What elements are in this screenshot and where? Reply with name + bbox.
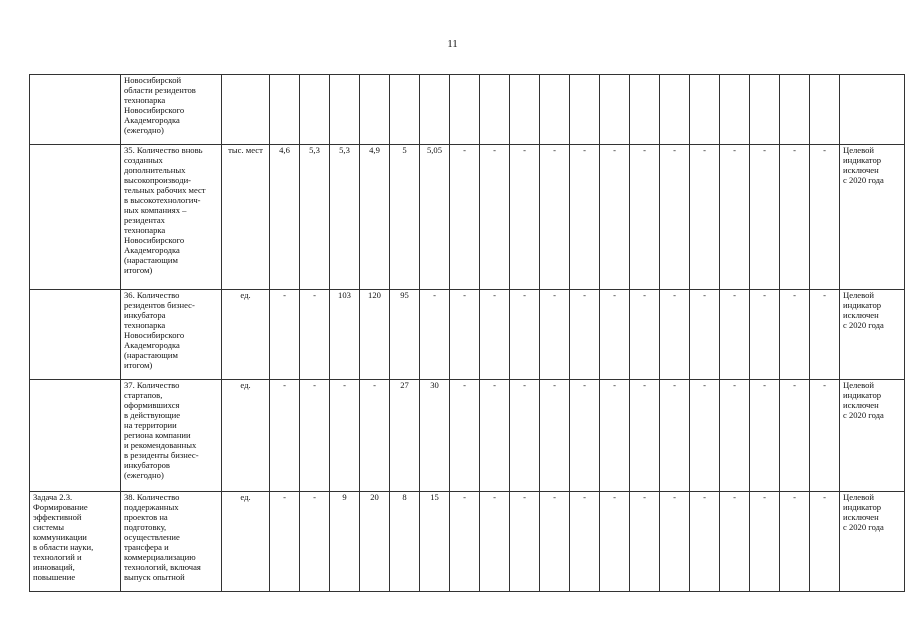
value-cell: - (300, 492, 330, 592)
value-cell: - (480, 290, 510, 380)
note-cell: Целевой индикатор исключен с 2020 года (840, 290, 905, 380)
value-cell: - (300, 290, 330, 380)
value-cell: - (420, 290, 450, 380)
value-cell (780, 75, 810, 145)
value-cell: - (720, 492, 750, 592)
value-cell: - (600, 145, 630, 290)
value-cell: 5,05 (420, 145, 450, 290)
value-cell: - (300, 380, 330, 492)
value-cell: 9 (330, 492, 360, 592)
value-cell: 8 (390, 492, 420, 592)
value-cell: 120 (360, 290, 390, 380)
value-cell: - (540, 145, 570, 290)
indicator-cell: 36. Количество резидентов бизнес- инкубатора технопарка Новосибирского Академгородка (нарастающим итогом) (121, 290, 222, 380)
value-cell: - (540, 492, 570, 592)
value-cell: - (450, 145, 480, 290)
value-cell: - (810, 290, 840, 380)
value-cell: 5,3 (300, 145, 330, 290)
value-cell (270, 75, 300, 145)
value-cell: - (600, 290, 630, 380)
value-cell (480, 75, 510, 145)
value-cell: - (630, 492, 660, 592)
note-cell (840, 75, 905, 145)
value-cell: - (480, 380, 510, 492)
value-cell: - (690, 290, 720, 380)
indicator-cell: 38. Количество поддержанных проектов на подготовку, осуществление трансфера и коммерциализацию технологий, включая выпуск опытной (121, 492, 222, 592)
value-cell (390, 75, 420, 145)
note-cell: Целевой индикатор исключен с 2020 года (840, 492, 905, 592)
task-cell: Задача 2.3. Формирование эффективной системы коммуникации в области науки, технологий и инноваций, повышение (30, 492, 121, 592)
value-cell: 4,9 (360, 145, 390, 290)
value-cell: - (600, 492, 630, 592)
value-cell: - (360, 380, 390, 492)
value-cell: 5 (390, 145, 420, 290)
value-cell (690, 75, 720, 145)
value-cell: - (330, 380, 360, 492)
indicator-cell: 35. Количество вновь созданных дополнительных высокопроизводи- тельных рабочих мест в высокотехнологич- ных компаниях – резидентах технопарка Новосибирского Академгородка (нарастающим итогом) (121, 145, 222, 290)
note-cell: Целевой индикатор исключен с 2020 года (840, 380, 905, 492)
value-cell: - (540, 290, 570, 380)
table-row (30, 75, 905, 145)
table-row (30, 380, 905, 492)
value-cell: 20 (360, 492, 390, 592)
indicator-cell: Новосибирской области резидентов технопарка Новосибирского Академгородка (ежегодно) (121, 75, 222, 145)
value-cell: 95 (390, 290, 420, 380)
indicator-cell: 37. Количество стартапов, оформившихся в действующие на территории региона компании и рекомендованных в резиденты бизнес- инкубаторов (ежегодно) (121, 380, 222, 492)
table-row (30, 492, 905, 592)
task-cell (30, 145, 121, 290)
value-cell (600, 75, 630, 145)
value-cell: - (810, 145, 840, 290)
value-cell: 5,3 (330, 145, 360, 290)
value-cell: - (690, 145, 720, 290)
value-cell: - (510, 492, 540, 592)
value-cell: - (810, 380, 840, 492)
value-cell: - (720, 380, 750, 492)
unit-cell: ед. (222, 492, 270, 592)
value-cell: - (540, 380, 570, 492)
value-cell: - (570, 380, 600, 492)
value-cell: - (270, 492, 300, 592)
value-cell: - (570, 145, 600, 290)
task-cell (30, 75, 121, 145)
value-cell: - (690, 380, 720, 492)
value-cell (330, 75, 360, 145)
value-cell: - (630, 145, 660, 290)
value-cell (630, 75, 660, 145)
value-cell (750, 75, 780, 145)
value-cell: - (780, 492, 810, 592)
value-cell (300, 75, 330, 145)
value-cell: - (450, 290, 480, 380)
value-cell: - (720, 145, 750, 290)
task-cell (30, 380, 121, 492)
value-cell: - (750, 380, 780, 492)
value-cell: - (270, 380, 300, 492)
value-cell: - (450, 380, 480, 492)
indicators-table (29, 74, 905, 592)
value-cell: - (630, 380, 660, 492)
value-cell: - (510, 380, 540, 492)
value-cell: - (780, 145, 810, 290)
unit-cell: тыс. мест (222, 145, 270, 290)
value-cell: - (720, 290, 750, 380)
value-cell: - (480, 145, 510, 290)
value-cell: - (750, 145, 780, 290)
page-number: 11 (447, 38, 458, 50)
value-cell: - (510, 290, 540, 380)
value-cell: - (600, 380, 630, 492)
value-cell (810, 75, 840, 145)
task-cell (30, 290, 121, 380)
value-cell (450, 75, 480, 145)
unit-cell: ед. (222, 380, 270, 492)
value-cell: - (570, 290, 600, 380)
value-cell (360, 75, 390, 145)
value-cell: - (660, 380, 690, 492)
value-cell: - (660, 290, 690, 380)
table-row (30, 145, 905, 290)
value-cell: - (510, 145, 540, 290)
value-cell (660, 75, 690, 145)
value-cell: - (690, 492, 720, 592)
value-cell: - (480, 492, 510, 592)
value-cell: - (780, 290, 810, 380)
value-cell: - (660, 492, 690, 592)
value-cell: 30 (420, 380, 450, 492)
value-cell: 103 (330, 290, 360, 380)
value-cell (720, 75, 750, 145)
value-cell (510, 75, 540, 145)
unit-cell: ед. (222, 290, 270, 380)
value-cell: 15 (420, 492, 450, 592)
note-cell: Целевой индикатор исключен с 2020 года (840, 145, 905, 290)
value-cell: 4,6 (270, 145, 300, 290)
value-cell: - (270, 290, 300, 380)
unit-cell (222, 75, 270, 145)
value-cell: - (450, 492, 480, 592)
table-row (30, 290, 905, 380)
value-cell: - (750, 492, 780, 592)
value-cell: - (810, 492, 840, 592)
value-cell: - (780, 380, 810, 492)
value-cell (540, 75, 570, 145)
value-cell (570, 75, 600, 145)
value-cell: - (630, 290, 660, 380)
value-cell: - (660, 145, 690, 290)
value-cell: - (570, 492, 600, 592)
value-cell: 27 (390, 380, 420, 492)
value-cell (420, 75, 450, 145)
value-cell: - (750, 290, 780, 380)
